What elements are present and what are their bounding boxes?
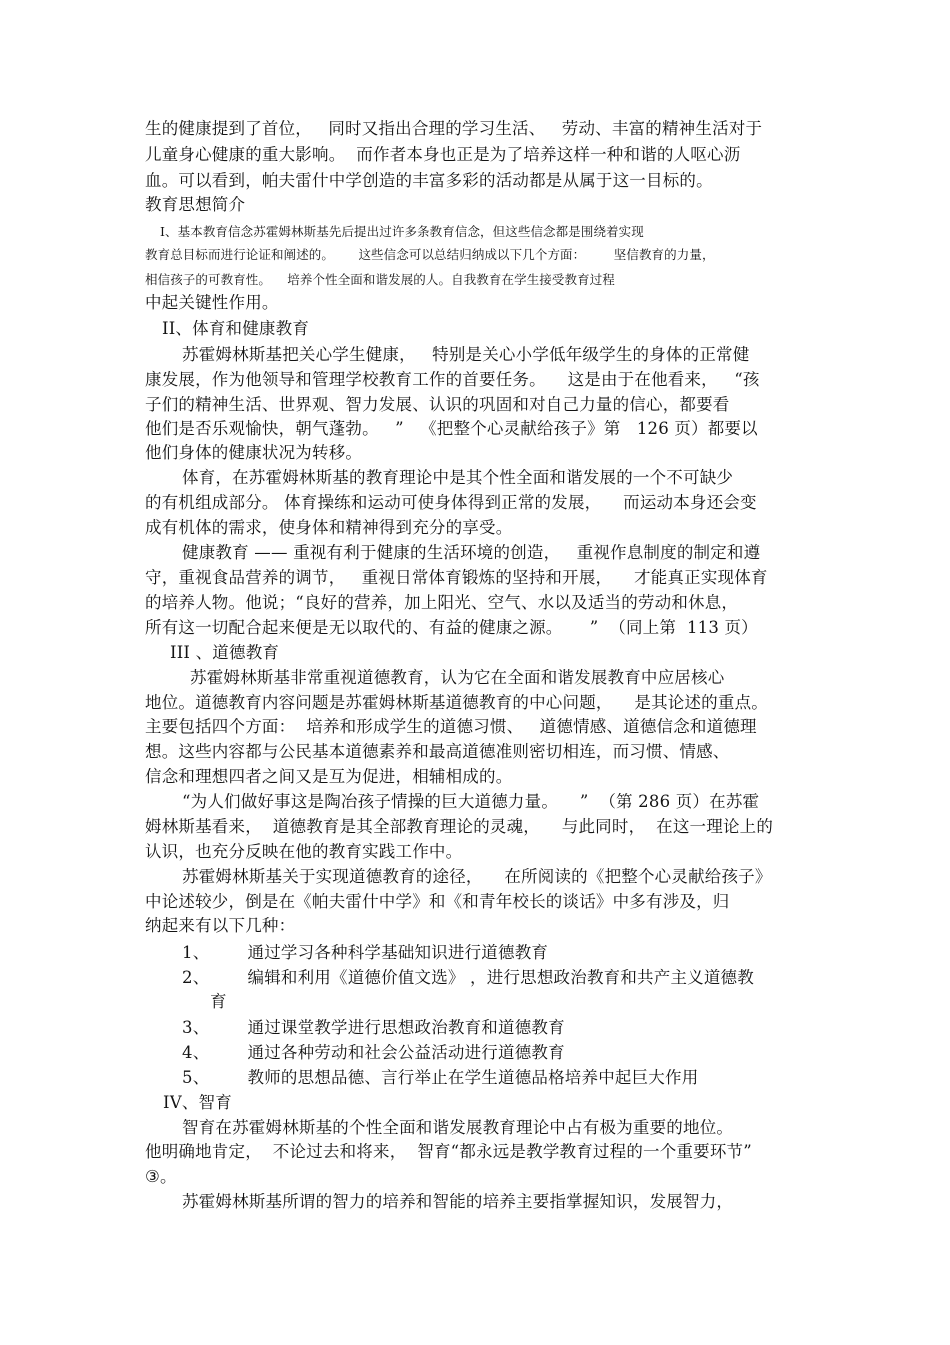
text-line: 生的健康提到了首位， 同时又指出合理的学习生活、 劳动、丰富的精神生活对于: [145, 119, 763, 138]
text-line: 认识，也充分反映在他的教育实践工作中。: [145, 842, 463, 861]
text-line: 所有这一切配合起来便是无以取代的、有益的健康之源。 ” （同上第 113 页）: [145, 618, 758, 637]
text-line: 姆林斯基看来， 道德教育是其全部教育理论的灵魂， 与此同时， 在这一理论上的: [145, 817, 774, 836]
section-heading: II、体育和健康教育: [162, 319, 310, 338]
text-line: 智育在苏霍姆林斯基的个性全面和谐发展教育理论中占有极为重要的地位。: [182, 1118, 734, 1137]
text-line: 相信孩子的可教育性。 培养个性全面和谐发展的人。自我教育在学生接受教育过程: [145, 272, 615, 287]
text-line: 中起关键性作用。: [145, 293, 279, 312]
text-line: 苏霍姆林斯基把关心学生健康， 特别是关心小学低年级学生的身体的正常健: [182, 345, 750, 364]
text-line: 中论述较少，倒是在《帕夫雷什中学》和《和青年校长的谈话》中多有涉及，归: [145, 892, 730, 911]
text-line: 纳起来有以下几种：: [145, 916, 296, 935]
list-item: 3、 通过课堂教学进行思想政治教育和道德教育: [182, 1018, 565, 1037]
text-line: 地位。道德教育内容问题是苏霍姆林斯基道德教育的中心问题， 是其论述的重点。: [145, 693, 768, 712]
section-heading: III 、道德教育: [170, 643, 280, 662]
text-line: 子们的精神生活、世界观、智力发展、认识的巩固和对自己力量的信心，都要看: [145, 395, 730, 414]
list-item: 5、 教师的思想品德、言行举止在学生道德品格培养中起巨大作用: [182, 1068, 699, 1087]
section-heading: 教育思想简介: [145, 195, 246, 214]
text-line: 健康教育 —— 重视有利于健康的生活环境的创造， 重视作息制度的制定和遵: [182, 543, 761, 562]
text-line: 守，重视食品营养的调节， 重视日常体育锻炼的坚持和开展， 才能真正实现体育: [145, 568, 768, 587]
text-line: 教育总目标而进行论证和阐述的。 这些信念可以总结归纳成以下几个方面： 坚信教育的力量，: [145, 247, 715, 262]
text-line: 主要包括四个方面： 培养和形成学生的道德习惯、 道德情感、道德信念和道德理: [145, 717, 757, 736]
text-line: 儿童身心健康的重大影响。 而作者本身也正是为了培养这样一种和谐的人呕心沥: [145, 145, 741, 164]
list-item: 2、 编辑和利用《道德价值文选》 ，进行思想政治教育和共产主义道德教: [182, 968, 754, 987]
text-line: 血。可以看到，帕夫雷什中学创造的丰富多彩的活动都是从属于这一目标的。: [145, 171, 713, 190]
text-line: 他们身体的健康状况为转移。: [145, 443, 363, 462]
list-item-continuation: 育: [210, 992, 227, 1011]
text-line: 成有机体的需求，使身体和精神得到充分的享受。: [145, 518, 513, 537]
text-line: 信念和理想四者之间又是互为促进，相辅相成的。: [145, 767, 513, 786]
list-item: 1、 通过学习各种科学基础知识进行道德教育: [182, 943, 549, 962]
text-line: 他明确地肯定， 不论过去和将来， 智育“都永远是教学教育过程的一个重要环节”: [145, 1142, 752, 1161]
list-item: 4、 通过各种劳动和社会公益活动进行道德教育: [182, 1043, 565, 1062]
text-line: 他们是否乐观愉快，朝气蓬勃。 ” 《把整个心灵献给孩子》第 126 页）都要以: [145, 419, 758, 438]
text-line: 康发展，作为他领导和管理学校教育工作的首要任务。 这是由于在他看来， “孩: [145, 370, 760, 389]
text-line: 体育，在苏霍姆林斯基的教育理论中是其个性全面和谐发展的一个不可缺少: [182, 468, 734, 487]
text-line: 苏霍姆林斯基关于实现道德教育的途径， 在所阅读的《把整个心灵献给孩子》: [182, 867, 772, 886]
text-line: 苏霍姆林斯基所谓的智力的培养和智能的培养主要指掌握知识，发展智力，: [182, 1192, 734, 1211]
text-line: ③。: [145, 1167, 177, 1186]
text-line: “为人们做好事这是陶冶孩子情操的巨大道德力量。 ” （第 286 页）在苏霍: [182, 792, 760, 811]
text-line: 的培养人物。他说；“良好的营养，加上阳光、空气、水以及适当的劳动和休息，: [145, 593, 739, 612]
text-line: 苏霍姆林斯基非常重视道德教育，认为它在全面和谐发展教育中应居核心: [190, 668, 725, 687]
section-heading: IV、智育: [163, 1093, 232, 1112]
text-line: 想。这些内容都与公民基本道德素养和最高道德准则密切相连，而习惯、情感、: [145, 742, 730, 761]
text-line: 的有机组成部分。 体育操练和运动可使身体得到正常的发展， 而运动本身还会变: [145, 493, 757, 512]
text-line: I、基本教育信念苏霍姆林斯基先后提出过许多条教育信念，但这些信念都是围绕着实现: [160, 224, 644, 239]
